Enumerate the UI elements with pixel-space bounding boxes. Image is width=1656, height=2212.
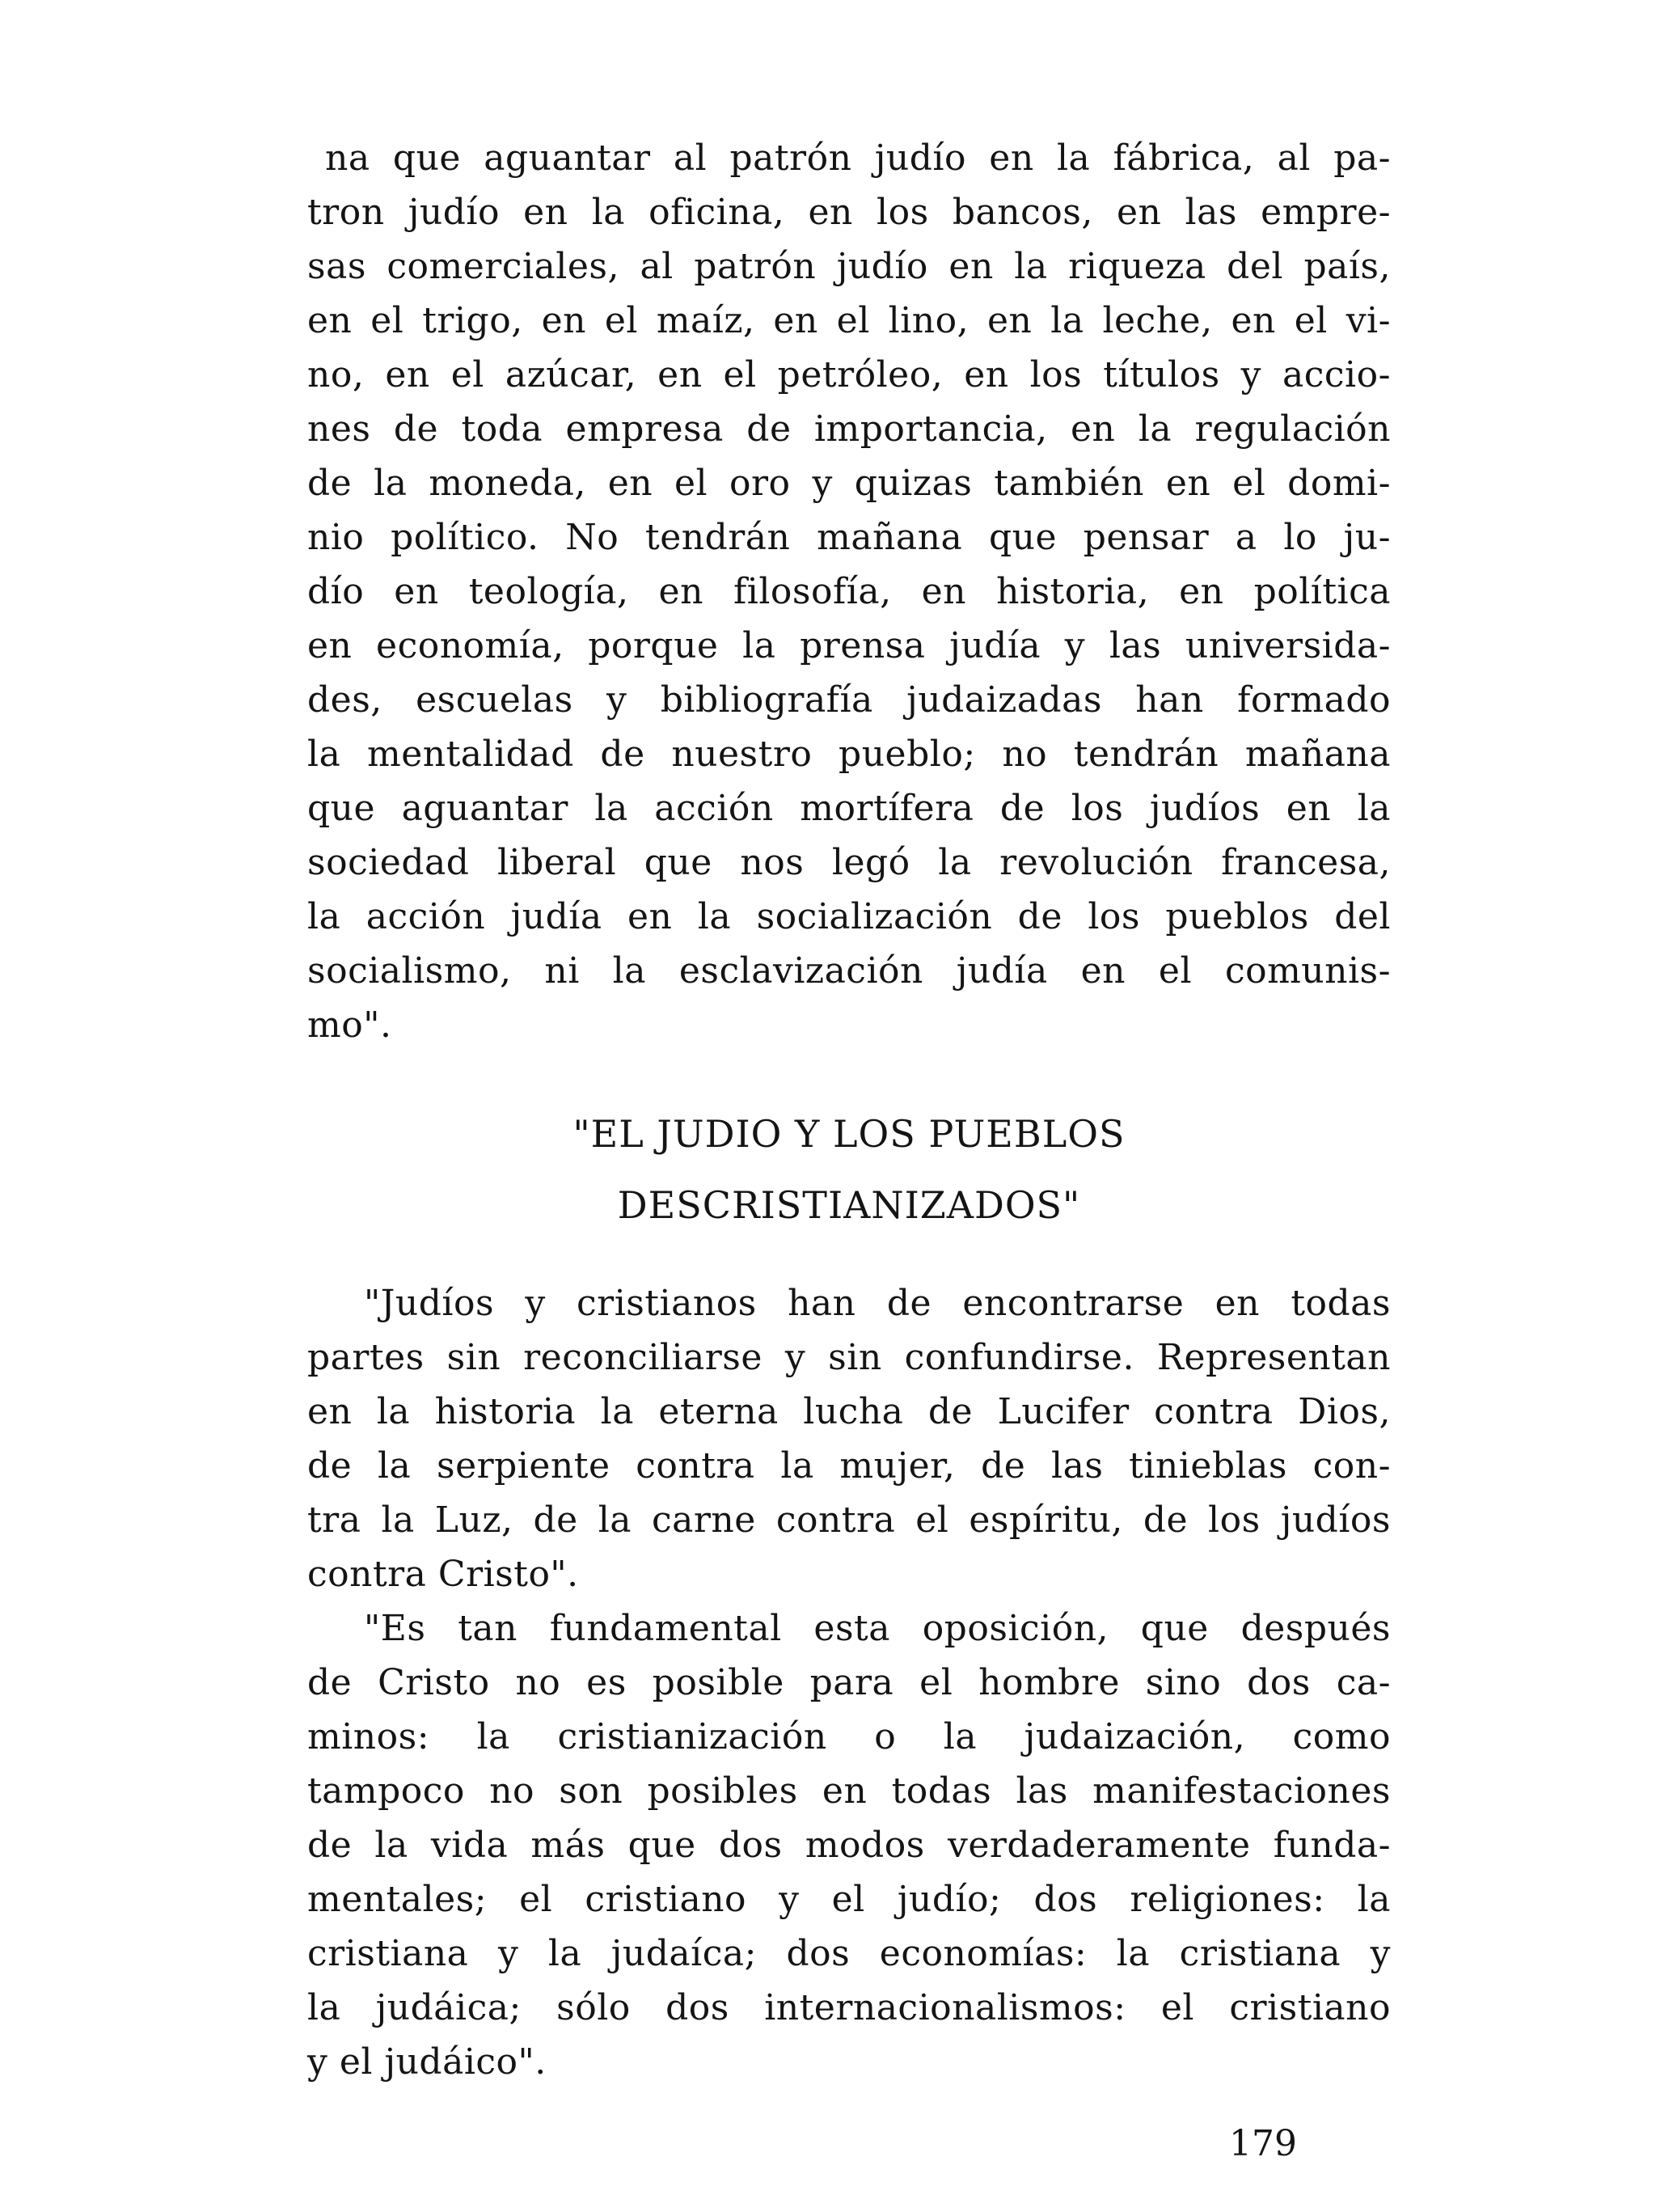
text-line: contra Cristo". bbox=[307, 1554, 579, 1595]
text-line: en economía, porque la prensa judía y las universida- bbox=[307, 625, 1391, 666]
text-line: dío en teología, en filosofía, en historia, en política bbox=[307, 571, 1391, 612]
paragraph-2 bbox=[307, 1276, 1391, 1601]
text-line: de la vida más que dos modos verdaderamente funda- bbox=[307, 1825, 1391, 1866]
text-line: y el judáico". bbox=[307, 2041, 547, 2083]
section-heading bbox=[307, 1098, 1391, 1241]
text-line: de la serpiente contra la mujer, de las tinieblas con- bbox=[307, 1445, 1391, 1487]
text-line: de la moneda, en el oro y quizas también en el domi- bbox=[307, 463, 1391, 504]
text-line: na que aguantar al patrón judío en la fábrica, al pa- bbox=[325, 137, 1391, 179]
text-line: la judáica; sólo dos internacionalismos: el cristiano bbox=[307, 1987, 1391, 2028]
text-line: no, en el azúcar, en el petróleo, en los títulos y accio- bbox=[307, 354, 1391, 395]
text-line: tra la Luz, de la carne contra el espíritu, de los judíos bbox=[307, 1499, 1391, 1541]
text-line: "Judíos y cristianos han de encontrarse en todas bbox=[364, 1283, 1391, 1324]
page-number: 179 bbox=[1229, 2123, 1297, 2164]
text-line: en el trigo, en el maíz, en el lino, en la leche, en el vi- bbox=[307, 300, 1391, 341]
text-line: nio político. No tendrán mañana que pensar a lo ju- bbox=[307, 517, 1391, 558]
text-line: de Cristo no es posible para el hombre sino dos ca- bbox=[307, 1662, 1391, 1703]
text-line: en la historia la eterna lucha de Lucifer contra Dios, bbox=[307, 1391, 1391, 1432]
heading-line: "EL JUDIO Y LOS PUEBLOS bbox=[572, 1112, 1126, 1156]
paragraph-1 bbox=[307, 131, 1391, 1052]
text-line: mo". bbox=[307, 1004, 392, 1046]
text-line: "Es tan fundamental esta oposición, que después bbox=[364, 1608, 1391, 1649]
text-line: tron judío en la oficina, en los bancos, en las empre- bbox=[307, 192, 1391, 233]
text-line: la mentalidad de nuestro pueblo; no tendrán mañana bbox=[307, 734, 1391, 775]
text-line: mentales; el cristiano y el judío; dos religiones: la bbox=[307, 1879, 1391, 1920]
paragraph-3 bbox=[307, 1601, 1391, 2089]
text-line: des, escuelas y bibliografía judaizadas han formado bbox=[307, 679, 1391, 721]
text-line: que aguantar la acción mortífera de los judíos en la bbox=[307, 788, 1391, 829]
text-line: sas comerciales, al patrón judío en la riqueza del país, bbox=[307, 246, 1391, 287]
text-line: minos: la cristianización o la judaización, como bbox=[307, 1716, 1391, 1757]
text-line: nes de toda empresa de importancia, en la regulación bbox=[307, 408, 1391, 450]
text-line: la acción judía en la socialización de los pueblos del bbox=[307, 896, 1391, 937]
text-line: tampoco no son posibles en todas las manifestaciones bbox=[307, 1770, 1391, 1812]
text-line: cristiana y la judaíca; dos economías: la cristiana y bbox=[307, 1933, 1391, 1974]
text-line: socialismo, ni la esclavización judía en el comunis- bbox=[307, 950, 1391, 992]
heading-line: DESCRISTIANIZADOS" bbox=[617, 1183, 1081, 1227]
text-line: sociedad liberal que nos legó la revolución francesa, bbox=[307, 842, 1391, 883]
text-line: partes sin reconciliarse y sin confundirse. Representan bbox=[307, 1337, 1391, 1378]
